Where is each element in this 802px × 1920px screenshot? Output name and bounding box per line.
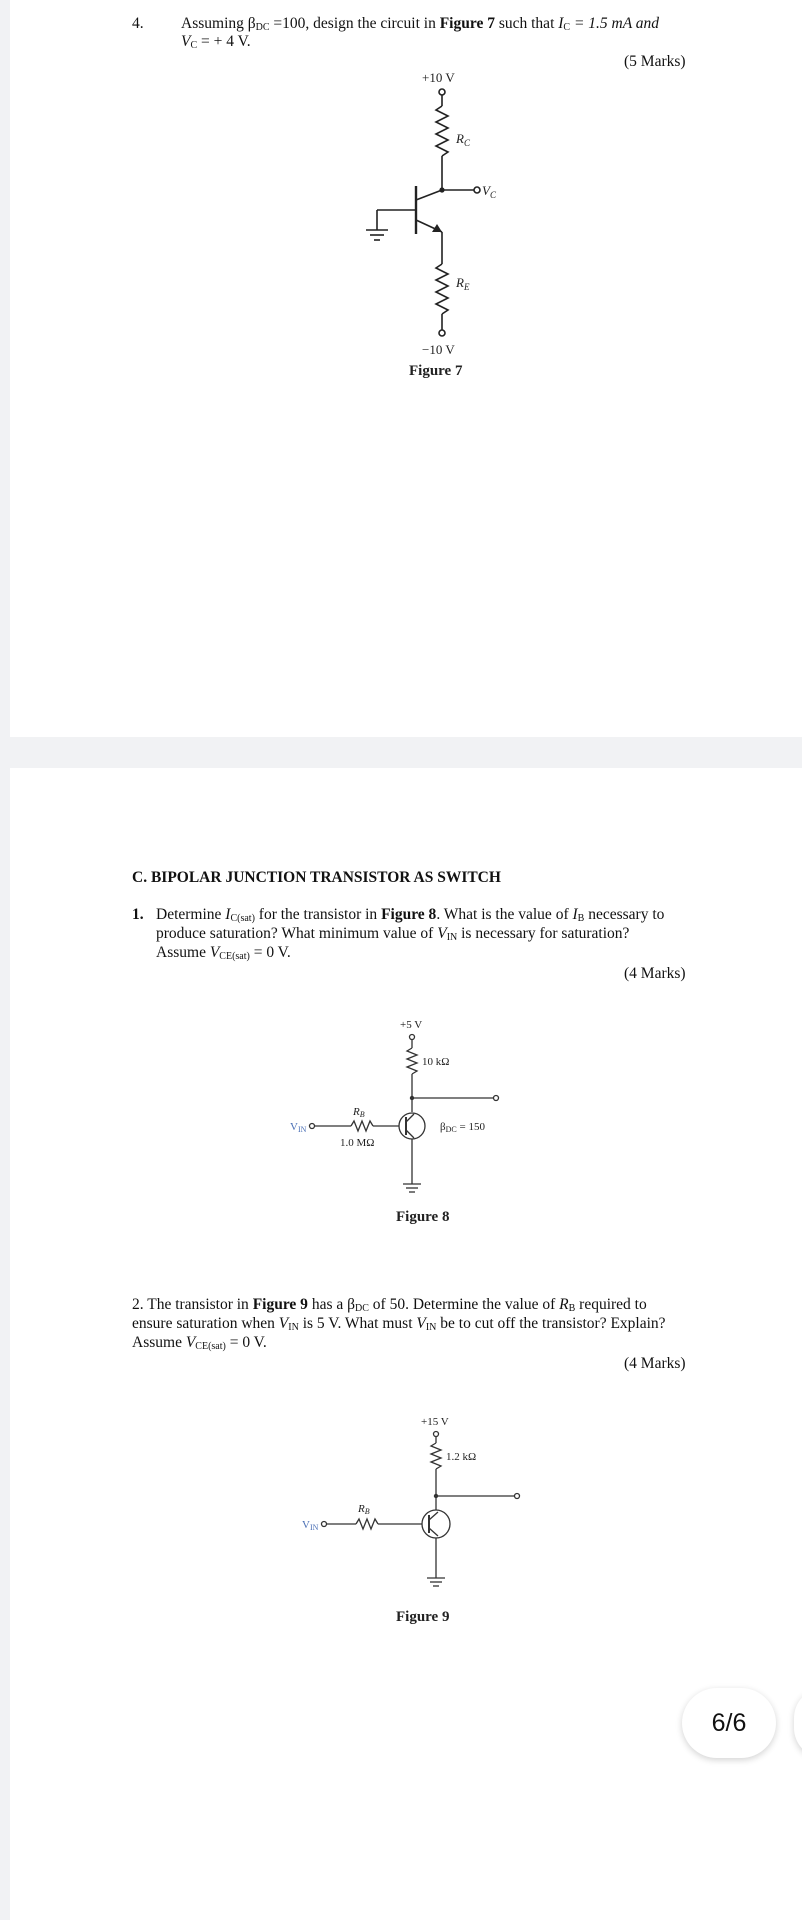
fig8-rc-label: 10 kΩ — [422, 1056, 450, 1068]
fig9-rc-label: 1.2 kΩ — [446, 1451, 477, 1463]
question-4-line-1: Assuming $\beta_{DC} =100$, design the circuit in Figure 7 such that $I_C = 1.5$ mA and — [181, 15, 660, 33]
figure-9-circuit — [302, 1412, 532, 1632]
question-c1-line-1: Determine $I_{C(sat)}$ for the transistor in Figure 8. What is the value of $I_B$ necessary to — [156, 906, 665, 924]
question-c1-marks: (4 Marks) — [624, 965, 686, 982]
fig8-rb-label: RB — [353, 1106, 365, 1119]
vc-terminal — [474, 187, 480, 193]
resistor-1-2k — [431, 1443, 441, 1469]
fig7-rc-label: $R_C$ — [456, 131, 470, 148]
resistor-rc — [436, 106, 448, 156]
collector-output-terminal-fig9 — [515, 1494, 520, 1499]
fig7-supply-bottom-label: −10 V — [422, 342, 455, 357]
document-page-1 — [10, 0, 802, 737]
question-4-marks: (5 Marks) — [624, 53, 686, 70]
question-c2-marks: (4 Marks) — [624, 1355, 686, 1372]
fig7-supply-top-label: +10 V — [422, 70, 455, 85]
collector-output-terminal — [494, 1096, 499, 1101]
fig8-vin-label: VIN — [290, 1121, 307, 1134]
resistor-rb-fig9 — [356, 1519, 378, 1529]
supply-terminal-top — [439, 89, 445, 95]
fig7-re-label: $R_E$ — [456, 275, 470, 292]
question-c1-line-2: produce saturation? What minimum value of $V_{IN}$ is necessary for saturation? — [156, 925, 630, 943]
fig7-caption: Figure 7 — [409, 363, 463, 379]
fig8-caption: Figure 8 — [396, 1209, 450, 1225]
question-c1-number: 1. — [132, 906, 144, 923]
fig9-supply-label: +15 V — [421, 1416, 449, 1428]
fig9-rb-label: RB — [358, 1503, 370, 1516]
page-indicator[interactable]: 6/6 — [682, 1688, 776, 1758]
section-c-title: C. BIPOLAR JUNCTION TRANSISTOR AS SWITCH — [132, 869, 501, 886]
resistor-re — [436, 264, 448, 314]
question-c2-line-3: Assume $V_{CE(sat)} = 0$ V. — [132, 1334, 267, 1352]
question-c2-line-2: ensure saturation when $V_{IN}$ is 5 V. What must $V_{IN}$ be to cut off the transistor? Explain? — [132, 1315, 666, 1333]
document-page-2 — [10, 768, 802, 1920]
vin-terminal-fig8 — [310, 1124, 315, 1129]
question-c1-line-3: Assume $V_{CE(sat)} = 0$ V. — [156, 944, 291, 962]
vin-terminal-fig9 — [322, 1522, 327, 1527]
question-4-line-2: $V_C$ = + 4 V. — [181, 33, 251, 51]
figure-8-circuit — [272, 1014, 522, 1234]
question-4-number: 4. — [132, 15, 144, 32]
figure-7-circuit — [350, 66, 530, 386]
supply-terminal-bottom — [439, 330, 445, 336]
fig8-rb-value: 1.0 MΩ — [340, 1137, 375, 1149]
resistor-rb-fig8 — [351, 1121, 373, 1131]
fig8-beta-label: βDC = 150 — [440, 1121, 485, 1134]
fig9-caption: Figure 9 — [396, 1609, 450, 1625]
resistor-10k — [407, 1048, 417, 1074]
question-c2-line-1: 2. The transistor in Figure 9 has a $\beta_{DC}$ of 50. Determine the value of $R_B$ required to — [132, 1296, 647, 1314]
fig8-supply-label: +5 V — [400, 1019, 423, 1031]
fig7-vc-label: $V_C$ — [482, 183, 496, 200]
fig9-vin-label: VIN — [302, 1519, 319, 1532]
